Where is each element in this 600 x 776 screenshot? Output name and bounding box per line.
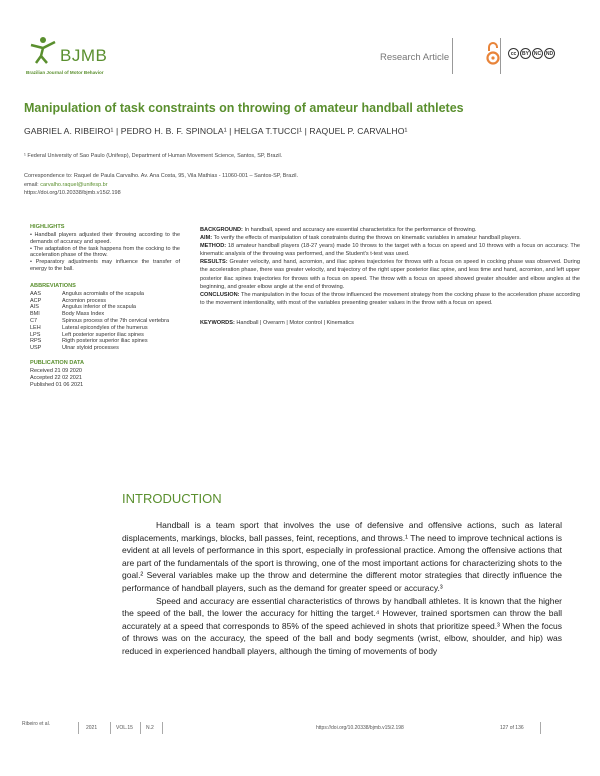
article-type-label: Research Article [380,52,450,63]
abstract-results: RESULTS: Greater velocity, and hand, acromion, and iliac spines trajectories for throws with a focus on speed in cocking phase was observed. During the acceleration phase, there was greater velocity, and trajectory of the right upper posterior iliac spine, and less time and hand, acromion, and left upper posterior iliac spines trajectories for throws with a focus on speed. The throw with a focus on speed showed greater shoulder and elbow angles at the beginning, and greater elbow angle at the end of throwing. [200,259,580,290]
abbreviation-row: LPS Left posterior superior iliac spines [30,331,144,338]
creative-commons-badge [508,48,555,59]
published-date: Published 01 06 2021 [30,382,84,389]
publication-data-section [30,360,180,390]
abbreviation-row: ACP Acromion process [30,297,107,304]
email-label: email: [24,181,39,188]
accepted-date: Accepted 22 02 2021 [30,375,82,382]
correspondence-address: Correspondence to: Raquel de Paula Carvalho. Av. Ana Costa, 95, Vila Mathias - 11060-001 – Santos-SP, Brazil. [24,173,299,179]
abstract-keywords: KEYWORDS: Handball | Overarm | Motor control | Kinematics [200,319,354,326]
footer-divider [540,722,541,734]
abbreviation-row: C7 Spinous process of the 7th cervical vertebra [30,317,170,324]
journal-logo-text: BJMB [60,46,108,65]
footer-divider [110,722,111,734]
received-date: Received 21 09 2020 [30,367,82,374]
abstract-background: BACKGROUND: In handball, speed and accuracy are essential characteristics for the performance of throwing. [200,227,477,233]
email-link[interactable]: carvalho.raquel@unifesp.br [40,181,108,188]
cc-icon: cc [508,48,519,59]
doi-link[interactable]: https://doi.org/10.20338/bjmb.v15i2.198 [24,190,121,196]
highlights-heading: HIGHLIGHTS [30,224,65,230]
footer-doi-link[interactable]: https://doi.org/10.20338/bjmb.v15i2.198 [316,725,404,731]
footer-divider [162,722,163,734]
article-title: Manipulation of task constraints on throwing of amateur handball athletes [24,101,464,115]
abstract-method: METHOD: 18 amateur handball players (18-27 years) made 10 throws to the target with a focus on speed and 10 throws with a focus on accuracy. The kinematic analysis of the throwing was performed, and the Student's t-test was used. [200,243,580,258]
journal-header [24,30,576,78]
highlight-item: • Handball players adjusted their throwing according to the demands of accuracy and speed. [30,232,180,245]
highlight-item: • Preparatory adjustments may influence the transfer of energy to the ball. [30,259,180,272]
affiliation: ¹ Federal University of Sao Paulo (Unifesp), Department of Human Movement Science, Santos, SP, Brazil. [24,153,283,159]
footer-year: 2021 [86,725,98,731]
footer-number: N.2 [146,725,154,731]
body-paragraph: Handball is a team sport that involves the use of defensive and offensive actions, such as lateral displacements, markings, blocks, ball passes, feint, receptions, and throws.¹ The need to improve technical actions is evident at all levels of performance in this sport, especially in professional practice. Among the offensive actions that are part of the fundamentals of the sport is throwing, one of the most important actions for characterizing shots to the goal.² Several variables make up the throw and determine the different motor strategies that directly influence the performance of handball players, such as the demand for greater speed or accuracy.³ [122,520,562,593]
correspondence-block [24,172,298,198]
correspondence-email-line [24,181,298,190]
introduction-body [122,519,562,658]
abbreviation-row: AAS Angulus acromialis of the scapula [30,290,144,297]
journal-logo-subtitle: Brazilian Journal of Motor Behavior [26,70,104,75]
footer-divider [140,722,141,734]
highlight-item: • The adaptation of the task happens from the cocking to the acceleration phase of the throw. [30,245,180,259]
journal-logo-icon [28,36,58,64]
abstract [200,226,580,327]
abstract-aim: AIM: To verify the effects of manipulation of task constraints during the throws on kinematic variables in amateur handball players. [200,235,521,242]
abstract-conclusion: CONCLUSION: The manipulation in the focus of the throw influenced the movement strategy from the cocking phase to the acceleration phase according to the movement intentionality, with most of the variables presenting greater values in the throw with a focus on speed. [200,291,580,306]
abbreviation-row: RPS Rigth posterior superior iliac spines [30,338,148,345]
footer-volume: VOL.15 [116,725,133,731]
footer-divider [78,722,79,734]
abbreviation-row: LEH Lateral epicondyles of the humerus [30,324,148,331]
header-divider [500,38,501,74]
sidebar [30,224,180,390]
abbreviations-heading: ABBREVIATIONS [30,282,76,289]
author-list: GABRIEL A. RIBEIRO¹ | PEDRO H. B. F. SPINOLA¹ | HELGA T.TUCCI¹ | RAQUEL P. CARVALHO¹ [24,126,408,136]
publication-heading: PUBLICATION DATA [30,359,85,366]
abbreviation-row: BMI Body Mass Index [30,311,105,318]
header-divider [452,38,453,74]
section-heading-introduction: INTRODUCTION [122,491,222,506]
page-footer [22,718,578,734]
cc-by-icon: BY [520,48,531,59]
abbreviation-row: USP Ulnar styloid processes [30,345,119,352]
footer-page-number: 127 of 136 [500,725,524,731]
body-paragraph: Speed and accuracy are essential characteristics of throws by handball athletes. It is known that the higher the speed of the ball, the lower the accuracy for hitting the target.⁴ However, trained sportsmen can throw the ball accurately at a speed that corresponds to 85% of the speed achieved in shots that prioritize speed.³ When the focus of throws was on the accuracy, the speed of the ball and body segments (wrist, elbow, shoulder, and hip) was reduced in experienced handball players, although the timing of movements of body [122,595,562,656]
footer-author: Ribeiro et al. [22,721,51,727]
cc-nd-icon: ND [544,48,555,59]
abbreviations-section [30,283,180,352]
abbreviation-row: AIS Angulus inferior of the scapula [30,304,136,311]
cc-nc-icon: NC [532,48,543,59]
open-access-icon [486,40,500,68]
